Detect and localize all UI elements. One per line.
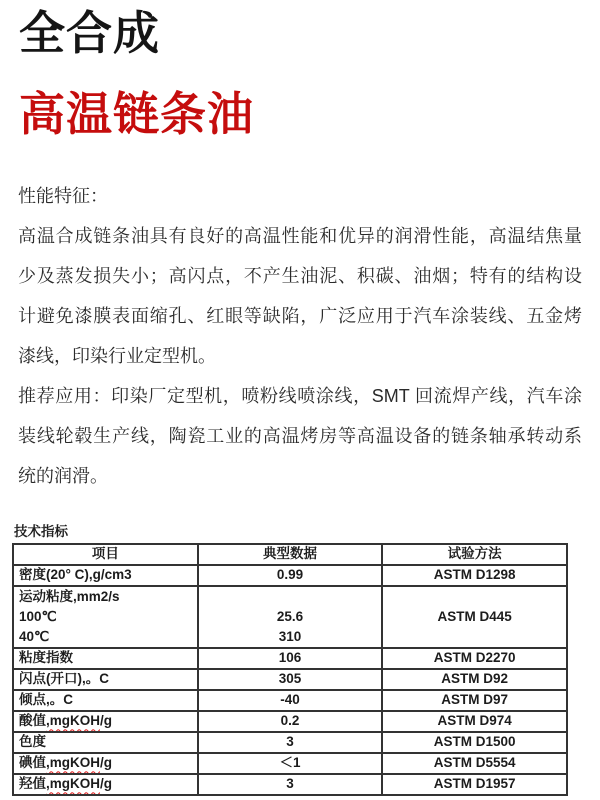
item-cell: 羟值,mgKOH/g <box>13 774 198 795</box>
performance-line: 计避免漆膜表面缩孔、红眼等缺陷，广泛应用于汽车涂装线、五金烤 <box>18 306 582 326</box>
spec-col-header-2: 试验方法 <box>382 544 567 565</box>
method-cell: ASTM D974 <box>382 711 567 732</box>
body-text <box>18 176 582 496</box>
spec-row <box>13 732 567 753</box>
method-cell: ASTM D97 <box>382 690 567 711</box>
method-cell: ASTM D92 <box>382 669 567 690</box>
performance-paragraph <box>18 216 582 376</box>
application-paragraph <box>18 376 582 496</box>
value-cell: 3 <box>198 774 383 795</box>
method-cell: ASTM D445 <box>382 586 567 648</box>
value-subline: 25.6 <box>276 609 304 624</box>
value-cell: 305 <box>198 669 383 690</box>
spec-table-caption: 技术指标 <box>14 524 68 539</box>
value-cell: 0.2 <box>198 711 383 732</box>
spellcheck-underline: ,mgKOH <box>46 755 100 771</box>
performance-heading: 性能特征： <box>18 186 108 206</box>
item-cell: 密度(20° C),g/cm3 <box>13 565 198 586</box>
spec-col-header-0: 项目 <box>13 544 198 565</box>
method-cell: ASTM D1298 <box>382 565 567 586</box>
spec-table <box>12 543 568 796</box>
product-series-title: 全合成 <box>19 7 160 59</box>
performance-line: 漆线，印染行业定型机。 <box>18 346 216 366</box>
spec-row <box>13 753 567 774</box>
product-name-title: 高温链条油 <box>19 88 254 140</box>
spec-table-head <box>13 544 567 565</box>
value-cell: ＜1 <box>198 753 383 774</box>
item-subline: 运动粘度,mm2/s <box>19 589 120 604</box>
value-cell: 0.99 <box>198 565 383 586</box>
item-cell: 闪点(开口),。C <box>13 669 198 690</box>
method-cell: ASTM D2270 <box>382 648 567 669</box>
item-cell: 酸值,mgKOH/g <box>13 711 198 732</box>
item-cell: 碘值,mgKOH/g <box>13 753 198 774</box>
item-cell: 色度 <box>13 732 198 753</box>
item-cell <box>13 586 198 648</box>
performance-line: 高温合成链条油具有良好的高温性能和优异的润滑性能，高温结焦量 <box>18 226 582 246</box>
spellcheck-underline: ,mgKOH <box>46 776 100 792</box>
item-cell: 粘度指数 <box>13 648 198 669</box>
spec-row <box>13 774 567 795</box>
spec-row <box>13 648 567 669</box>
value-cell: 3 <box>198 732 383 753</box>
value-cell <box>198 586 383 648</box>
method-cell: ASTM D1500 <box>382 732 567 753</box>
value-subline: 310 <box>278 629 302 644</box>
method-cell: ASTM D5554 <box>382 753 567 774</box>
item-cell: 倾点,。C <box>13 690 198 711</box>
application-line: 装线轮毂生产线，陶瓷工业的高温烤房等高温设备的链条轴承转动系 <box>18 426 582 446</box>
performance-line: 少及蒸发损失小；高闪点，不产生油泥、积碳、油烟；特有的结构设 <box>18 266 582 286</box>
value-cell: -40 <box>198 690 383 711</box>
spec-row <box>13 586 567 648</box>
item-subline: 100℃ <box>19 609 57 624</box>
value-cell: 106 <box>198 648 383 669</box>
value-subline <box>204 587 377 607</box>
spec-row <box>13 565 567 586</box>
application-line: 推荐应用：印染厂定型机，喷粉线喷涂线，SMT 回流焊产线，汽车涂 <box>18 386 582 406</box>
item-subline: 40℃ <box>19 629 50 644</box>
spec-table-body <box>13 565 567 795</box>
spec-row <box>13 711 567 732</box>
application-line: 统的润滑。 <box>18 466 108 486</box>
method-cell: ASTM D1957 <box>382 774 567 795</box>
spec-row <box>13 690 567 711</box>
spec-col-header-1: 典型数据 <box>198 544 383 565</box>
spec-header-row <box>13 544 567 565</box>
spec-row <box>13 669 567 690</box>
spellcheck-underline: ,mgKOH <box>46 713 100 729</box>
